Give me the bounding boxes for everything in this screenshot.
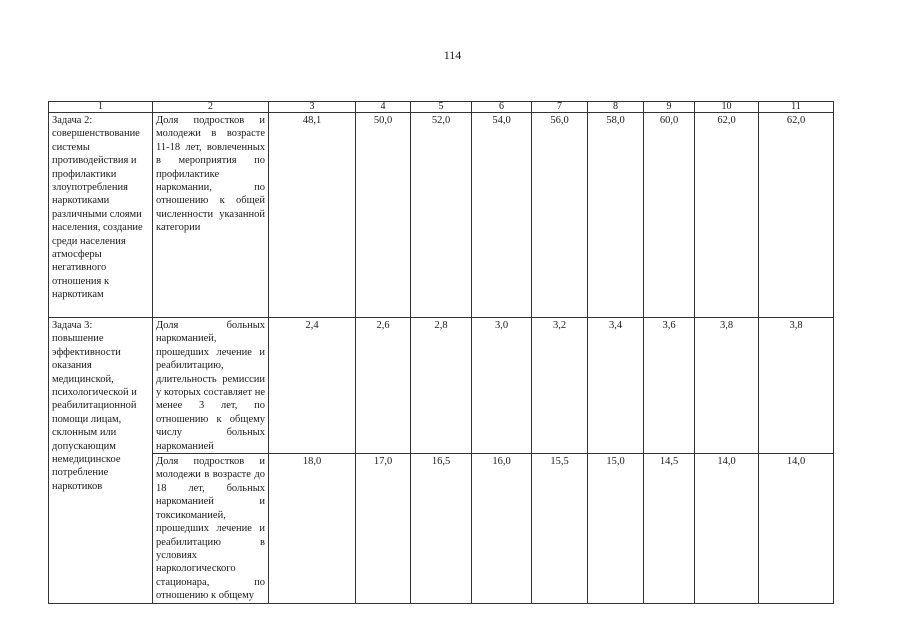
indicator-table [48, 101, 834, 604]
indicator-cell: Доля подростков и молодежи в возрасте 11-18 лет, вовлеченных в мероприятия по профилактике наркомании, по отношению к общей численности указанной категории [153, 113, 269, 318]
value-cell: 56,0 [532, 113, 588, 318]
value-cell: 16,5 [411, 454, 472, 603]
column-number: 8 [588, 102, 644, 113]
column-number: 1 [49, 102, 153, 113]
value-cell: 14,0 [759, 454, 834, 603]
value-cell: 58,0 [588, 113, 644, 318]
value-cell: 2,4 [269, 318, 356, 454]
column-number: 7 [532, 102, 588, 113]
value-cell: 16,0 [472, 454, 532, 603]
table-header-row [49, 102, 834, 113]
value-cell: 52,0 [411, 113, 472, 318]
value-cell: 2,8 [411, 318, 472, 454]
value-cell: 15,0 [588, 454, 644, 603]
task-cell: Задача 3: повышение эффективности оказания медицинской, психологической и реабилитационной помощи лицам, склонным или допускающим немедицинское потребление наркотиков [49, 318, 153, 604]
column-number: 6 [472, 102, 532, 113]
column-number: 10 [695, 102, 759, 113]
value-cell: 60,0 [644, 113, 695, 318]
column-number: 4 [356, 102, 411, 113]
value-cell: 15,5 [532, 454, 588, 603]
column-number: 5 [411, 102, 472, 113]
column-number: 9 [644, 102, 695, 113]
column-number: 3 [269, 102, 356, 113]
value-cell: 62,0 [759, 113, 834, 318]
value-cell: 54,0 [472, 113, 532, 318]
page-number: 114 [443, 48, 462, 62]
value-cell: 2,6 [356, 318, 411, 454]
value-cell: 3,0 [472, 318, 532, 454]
value-cell: 18,0 [269, 454, 356, 603]
value-cell: 3,8 [695, 318, 759, 454]
value-cell: 3,2 [532, 318, 588, 454]
indicator-cell: Доля подростков и молодежи в возрасте до 18 лет, больных наркоманией и токсикоманией, прошедших лечение и реабилитацию в условиях наркологического стационара, по отношению к общему [153, 454, 269, 603]
table-row [49, 454, 834, 603]
value-cell: 3,4 [588, 318, 644, 454]
indicator-cell: Доля больных наркоманией, прошедших лечение и реабилитацию, длительность ремиссии у которых составляет не менее 3 лет, по отношению к общему числу больных наркоманией [153, 318, 269, 454]
value-cell: 14,0 [695, 454, 759, 603]
table-row [49, 113, 834, 318]
column-number: 11 [759, 102, 834, 113]
value-cell: 3,6 [644, 318, 695, 454]
value-cell: 50,0 [356, 113, 411, 318]
value-cell: 62,0 [695, 113, 759, 318]
value-cell: 3,8 [759, 318, 834, 454]
column-number: 2 [153, 102, 269, 113]
task-cell: Задача 2: совершенствование системы противодействия и профилактики злоупотребления наркотиками различными слоями населения, создание среди населения атмосферы негативного отношения к наркотикам [49, 113, 153, 318]
value-cell: 14,5 [644, 454, 695, 603]
table-row [49, 318, 834, 454]
value-cell: 17,0 [356, 454, 411, 603]
value-cell: 48,1 [269, 113, 356, 318]
